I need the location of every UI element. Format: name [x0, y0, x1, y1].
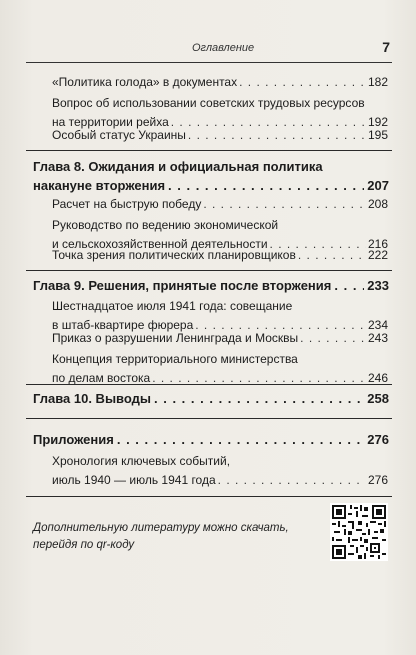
toc-entry-title: Особый статус Украины [52, 128, 186, 142]
toc-entry[interactable] [52, 350, 388, 388]
toc-chapter-title-cont: накануне вторжения [33, 178, 166, 193]
page-number: 7 [382, 39, 390, 55]
toc-entry-title: Приказ о разрушении Ленинграда и Москвы [52, 331, 299, 345]
qr-code-icon[interactable] [330, 503, 388, 561]
toc-entry-page: 182 [367, 75, 388, 89]
download-note [33, 520, 303, 554]
toc-entry[interactable] [52, 329, 388, 348]
toc-entry-title-cont: и сельскохозяйственной деятельности [52, 237, 268, 251]
toc-entry-title: Расчет на быструю победу [52, 197, 202, 211]
section-divider [26, 496, 392, 497]
toc-entry-title: Концепция территориального министерства [52, 352, 298, 366]
toc-entry-title-cont: по делам востока [52, 371, 151, 385]
toc-entry-title-cont: на территории рейха [52, 115, 169, 129]
toc-entry-title: Хронология ключевых событий, [52, 454, 231, 468]
toc-entry-title: Вопрос об использовании советских трудовых ресурсов [52, 96, 365, 110]
toc-entry[interactable] [52, 195, 388, 214]
toc-entry-page: 195 [367, 128, 388, 142]
toc-chapter-page: 258 [367, 391, 389, 406]
toc-chapter[interactable] [33, 389, 389, 408]
leader-dots [239, 73, 366, 92]
toc-entry-page: 216 [367, 237, 388, 251]
leader-dots [203, 195, 366, 214]
leader-dots [117, 430, 364, 449]
toc-entry-page: 208 [367, 197, 388, 211]
toc-chapter-page: 233 [367, 278, 389, 293]
toc-chapter[interactable] [33, 430, 389, 449]
toc-entry-page: 276 [367, 473, 388, 487]
toc-chapter-title: Глава 9. Решения, принятые после вторжения [33, 278, 332, 293]
toc-entry-page: 243 [367, 331, 388, 345]
toc-chapter-title: Приложения [33, 432, 114, 447]
leader-dots [298, 246, 366, 265]
toc-entry-title: Точка зрения политических планировщиков [52, 248, 296, 262]
toc-entry[interactable] [52, 126, 388, 145]
section-divider [26, 150, 392, 151]
leader-dots [152, 369, 366, 388]
toc-chapter-page: 276 [367, 432, 389, 447]
toc-chapter[interactable] [33, 276, 389, 295]
toc-chapter-title: Глава 10. Выводы [33, 391, 151, 406]
leader-dots [154, 389, 364, 408]
toc-entry-page: 246 [367, 371, 388, 385]
section-divider [26, 270, 392, 271]
toc-entry[interactable] [52, 73, 388, 92]
toc-entry-page: 222 [367, 248, 388, 262]
leader-dots [334, 276, 364, 295]
leader-dots [188, 126, 366, 145]
toc-entry-page: 192 [367, 115, 388, 129]
toc-chapter-page: 207 [367, 178, 389, 193]
section-divider [26, 384, 392, 385]
toc-entry-title-cont: в штаб-квартире фюрера [52, 318, 194, 332]
leader-dots [300, 329, 366, 348]
section-divider [26, 418, 392, 419]
toc-entry-title: Шестнадцатое июля 1941 года: совещание [52, 299, 293, 313]
toc-chapter-title: Глава 8. Ожидания и официальная политика [33, 159, 323, 174]
toc-entry[interactable] [52, 452, 388, 490]
leader-dots [168, 176, 364, 195]
toc-entry-page: 234 [367, 318, 388, 332]
toc-entry-title-cont: июль 1940 — июль 1941 года [52, 473, 216, 487]
toc-entry-title: Руководство по ведению экономической [52, 218, 279, 232]
leader-dots [218, 471, 366, 490]
toc-entry-title: «Политика голода» в документах [52, 75, 238, 89]
running-header [26, 38, 392, 63]
running-header-title: Оглавление [192, 42, 255, 54]
toc-entry[interactable] [52, 246, 388, 265]
toc-chapter[interactable] [33, 157, 389, 195]
download-note-line: перейдя по qr-коду [33, 539, 135, 551]
download-note-line: Дополнительную литературу можно скачать, [33, 522, 289, 534]
